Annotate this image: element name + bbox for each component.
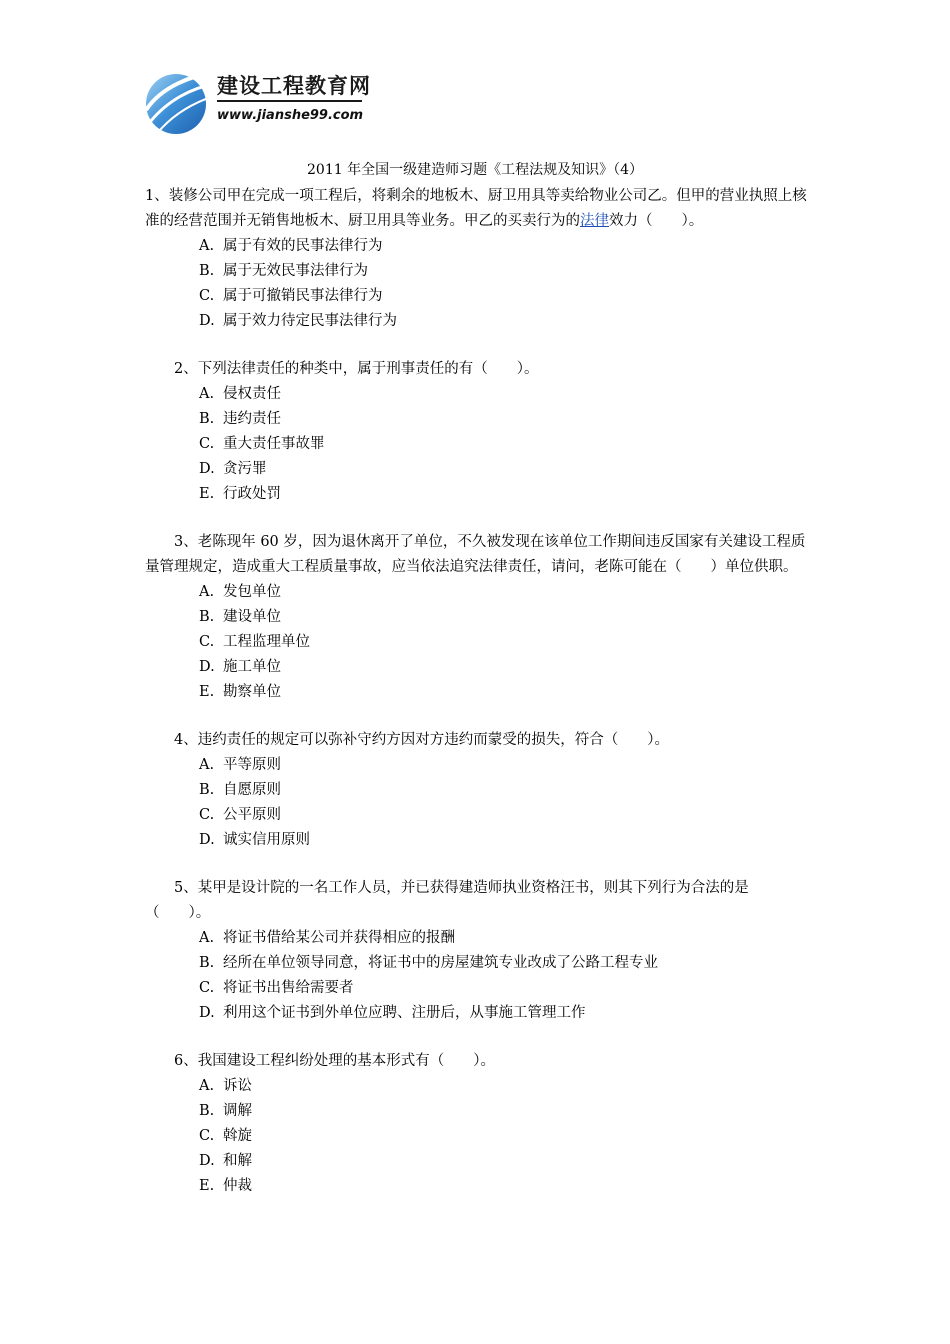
option-text: 自愿原则	[223, 782, 281, 798]
option-text: 平等原则	[223, 757, 281, 773]
option	[145, 680, 810, 705]
question-stem: 6、我国建设工程纠纷处理的基本形式有（ ）。	[174, 1053, 495, 1069]
question-stem: 3、老陈现年 60 岁，因为退休离开了单位，不久被发现在该单位工作期间违反国家有关建设工程质量管理规定，造成重大工程质量事故，应当依法追究法律责任，请问，老陈可能在（ ）单位供职。	[145, 534, 806, 575]
option	[145, 284, 810, 309]
question-4	[145, 728, 810, 853]
option-text: 属于可撤销民事法律行为	[223, 288, 383, 304]
option-text: 建设单位	[223, 609, 281, 625]
option-letter: C.	[199, 634, 215, 650]
option-text: 行政处罚	[223, 486, 281, 502]
option	[145, 1124, 810, 1149]
option	[145, 482, 810, 507]
option-text: 将证书借给某公司并获得相应的报酬	[223, 930, 455, 946]
site-logo[interactable]	[140, 66, 380, 136]
question-5	[145, 876, 810, 1026]
option-letter: D.	[199, 659, 215, 675]
option	[145, 234, 810, 259]
option	[145, 778, 810, 803]
option	[145, 630, 810, 655]
option-letter: A.	[199, 757, 215, 773]
logo-url[interactable]: www.jianshe99.com	[217, 108, 364, 123]
logo-divider	[217, 100, 362, 102]
question-1	[145, 184, 810, 334]
option-letter: A.	[199, 930, 215, 946]
option-text: 经所在单位领导同意，将证书中的房屋建筑专业改成了公路工程专业	[223, 955, 658, 971]
option	[145, 309, 810, 334]
option-text: 施工单位	[223, 659, 281, 675]
option-text: 侵权责任	[223, 386, 281, 402]
option-text: 属于无效民事法律行为	[223, 263, 368, 279]
question-list	[145, 184, 810, 1199]
option-letter: D.	[199, 461, 215, 477]
option-letter: A.	[199, 386, 215, 402]
option-text: 属于有效的民事法律行为	[223, 238, 383, 254]
option-letter: D.	[199, 1005, 215, 1021]
option-letter: D.	[199, 313, 215, 329]
option-letter: C.	[199, 436, 215, 452]
option	[145, 580, 810, 605]
option-letter: A.	[199, 1078, 215, 1094]
option-text: 工程监理单位	[223, 634, 310, 650]
option	[145, 1074, 810, 1099]
option	[145, 803, 810, 828]
option	[145, 457, 810, 482]
option	[145, 753, 810, 778]
option-text: 仲裁	[223, 1178, 252, 1194]
option	[145, 951, 810, 976]
document-title: 2011 年全国一级建造师习题《工程法规及知识》（4）	[307, 162, 643, 178]
option-text: 重大责任事故罪	[223, 436, 325, 452]
option	[145, 432, 810, 457]
question-2	[145, 357, 810, 507]
option	[145, 605, 810, 630]
option	[145, 655, 810, 680]
option-letter: E.	[199, 684, 215, 700]
question-3	[145, 530, 810, 705]
option-letter: D.	[199, 1153, 215, 1169]
option	[145, 1099, 810, 1124]
option-text: 利用这个证书到外单位应聘、注册后，从事施工管理工作	[223, 1005, 586, 1021]
option-text: 公平原则	[223, 807, 281, 823]
option-letter: B.	[199, 263, 215, 279]
option	[145, 259, 810, 284]
option-letter: C.	[199, 980, 215, 996]
option	[145, 1174, 810, 1199]
logo-name: 建设工程教育网	[217, 74, 371, 98]
option-text: 调解	[223, 1103, 252, 1119]
option-text: 将证书出售给需要者	[223, 980, 354, 996]
option-letter: B.	[199, 782, 215, 798]
law-link[interactable]: 法律	[580, 213, 609, 229]
option-text: 和解	[223, 1153, 252, 1169]
option	[145, 382, 810, 407]
option-letter: C.	[199, 288, 215, 304]
option-text: 违约责任	[223, 411, 281, 427]
option-text: 诉讼	[223, 1078, 252, 1094]
option-letter: B.	[199, 411, 215, 427]
option-letter: A.	[199, 238, 215, 254]
option-letter: E.	[199, 1178, 215, 1194]
question-stem: 4、违约责任的规定可以弥补守约方因对方违约而蒙受的损失，符合（ ）。	[174, 732, 669, 748]
option	[145, 407, 810, 432]
option-letter: C.	[199, 1128, 215, 1144]
option-text: 贪污罪	[223, 461, 267, 477]
option-letter: D.	[199, 832, 215, 848]
option-letter: B.	[199, 1103, 215, 1119]
option-letter: B.	[199, 609, 215, 625]
option-text: 诚实信用原则	[223, 832, 310, 848]
option-letter: E.	[199, 486, 215, 502]
option	[145, 828, 810, 853]
option-text: 勘察单位	[223, 684, 281, 700]
option-text: 属于效力待定民事法律行为	[223, 313, 397, 329]
option-letter: A.	[199, 584, 215, 600]
option-text: 发包单位	[223, 584, 281, 600]
option-letter: C.	[199, 807, 215, 823]
question-6	[145, 1049, 810, 1199]
question-stem: 1、装修公司甲在完成一项工程后，将剩余的地板木、厨卫用具等卖给物业公司乙。但甲的营业执照上核准的经营范围并无销售地板木、厨卫用具等业务。甲乙的买卖行为的法律效力（ ）。	[145, 188, 807, 229]
question-stem: 5、某甲是设计院的一名工作人员，并已获得建造师执业资格汪书，则其下列行为合法的是（ ）。	[145, 880, 749, 921]
option	[145, 1149, 810, 1174]
option	[145, 926, 810, 951]
option-letter: B.	[199, 955, 215, 971]
option-text: 斡旋	[223, 1128, 252, 1144]
globe-logo-icon	[140, 66, 215, 136]
option	[145, 976, 810, 1001]
question-stem: 2、下列法律责任的种类中，属于刑事责任的有（ ）。	[174, 361, 539, 377]
option	[145, 1001, 810, 1026]
